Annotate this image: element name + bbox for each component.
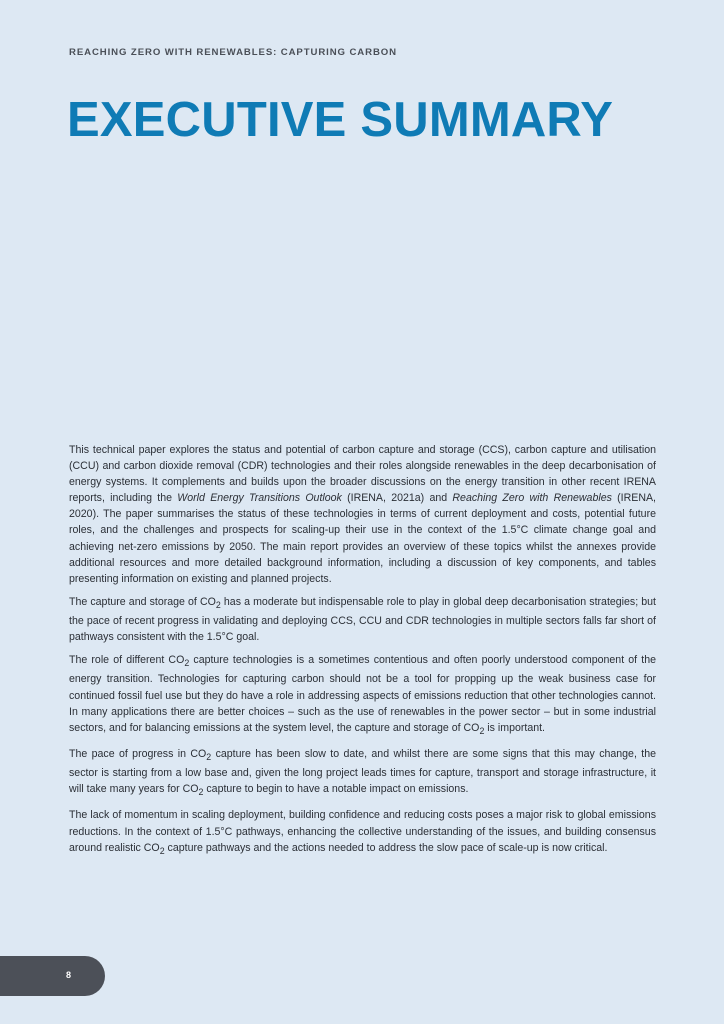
tech-text-2: capture technologies is a sometimes contentious and often poorly understood component of the energy transition. Technologies for capturing carbon should not be a tool for propping up the weak business case for continued fossil fuel use but they do have a role in addressing aspects of emissions reduction that other technologies cannot. In many applications there are better choices – such as the use of renewables in the power sector – but in some industrial sectors, and for balancing emissions at the system level, the capture and storage of CO	[69, 654, 656, 734]
tech-text-1: The role of different CO	[69, 654, 185, 667]
page-number: 8	[66, 970, 72, 980]
intro-text-2: (IRENA, 2021a) and	[341, 492, 453, 505]
progress-text-3: capture to begin to have a notable impact on emissions.	[203, 783, 469, 796]
paragraph-progress	[69, 746, 656, 801]
tech-text-3: is important.	[484, 721, 545, 734]
page-number-tab	[0, 956, 105, 996]
intro-text-3: (IRENA, 2020). The paper summarises the status of these technologies in terms of current deployment and costs, potential future roles, and the challenges and prospects for scaling-up their use in the context of the 1.5°C climate change goal and achieving net-zero emissions by 2050. The main report provides an overview of these topics whilst the annexes provide additional resources and more detailed background information, including a discussion of key components, and tables presenting information on existing and planned projects.	[69, 492, 657, 585]
role-text-2: has a moderate but indispensable role to play in global deep decarbonisation strategies; but the pace of recent progress in validating and deploying CCS, CCU and CDR technologies in multiple sectors falls far short of pathways consistent with the 1.5°C goal.	[69, 595, 656, 644]
paragraph-role	[69, 594, 656, 645]
momentum-text-2: capture pathways and the actions needed to address the slow pace of scale-up is now critical.	[164, 841, 608, 854]
co2-subscript: 2	[215, 599, 221, 610]
co2-subscript: 2	[184, 658, 190, 669]
co2-subscript: 2	[479, 725, 485, 736]
co2-subscript: 2	[159, 845, 165, 856]
progress-text-2: capture has been slow to date, and whilst there are some signs that this may change, the sector is starting from a low base and, given the long project leads times for capture, transport and storage infrastructure, it will take many years for CO	[69, 747, 656, 796]
co2-subscript: 2	[206, 752, 212, 763]
paragraph-technologies	[69, 652, 656, 739]
paragraph-intro	[69, 442, 656, 587]
role-text-1: The capture and storage of CO	[69, 595, 216, 608]
body-text	[69, 442, 656, 866]
paragraph-momentum	[69, 807, 656, 858]
momentum-text-1: The lack of momentum in scaling deployment, building confidence and reducing costs poses a major risk to global emissions reductions. In the context of 1.5°C pathways, enhancing the collective understanding of the issues, and building consensus around realistic CO	[69, 809, 656, 854]
co2-subscript: 2	[198, 787, 204, 798]
intro-text-1: This technical paper explores the status and potential of carbon capture and storage (CCS), carbon capture and utilisation (CCU) and carbon dioxide removal (CDR) technologies and their roles alongside renewables in the deep decarbonisation of energy systems. It complements and builds upon the broader discussions on the energy transition in other recent IRENA reports, including the	[69, 444, 656, 505]
running-header: REACHING ZERO WITH RENEWABLES: CAPTURING CARBON	[69, 47, 397, 58]
progress-text-1: The pace of progress in CO	[69, 747, 207, 760]
intro-citation-weto: World Energy Transitions Outlook	[177, 492, 342, 505]
page-title: EXECUTIVE SUMMARY	[67, 93, 614, 147]
intro-citation-rzr: Reaching Zero with Renewables	[452, 492, 612, 505]
